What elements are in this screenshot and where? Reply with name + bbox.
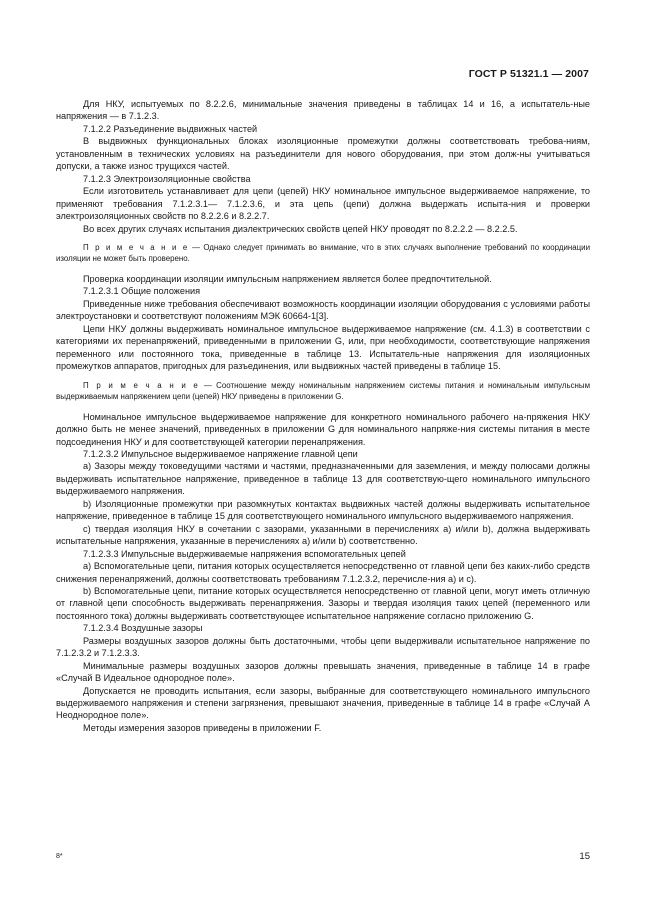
- paragraph: Если изготовитель устанавливает для цепи (цепей) НКУ номинальное импульсное выдерживаемое напряжение, то применяют требования 7.1.2.3.1— 7.1.2.3.6, и эта цепь (цепи) должна выдержать испыта-ния и проверки электроизоляционных свойств по 8.2.2.6 и 8.2.2.7.: [56, 186, 590, 222]
- document-body: [56, 98, 590, 734]
- note-text: — Соотношение между номинальным напряжением системы питания и номинальным импульсным выдерживаемым напряжением цепи (цепей) НКУ приведены в приложении G.: [56, 380, 590, 402]
- paragraph: b) Вспомогательные цепи, питание которых осуществляется непосредственно от главной цепи, могут иметь отличную от главной цепи способность выдерживать перенапряжения. Зазоры и твердая изоляция таких цепей (переменного или постоянного тока) должны выдерживать соответствующее испытательное напряжение согласно приложению G.: [56, 585, 590, 621]
- section-heading: 7.1.2.3.3 Импульсные выдерживаемые напряжения вспомогательных цепей: [83, 548, 406, 559]
- standard-designation: ГОСТ Р 51321.1 — 2007: [468, 68, 589, 80]
- paragraph: с) твердая изоляция НКУ в сочетании с зазорами, указанными в перечислениях а) и/или b), должна выдерживать испытательные напряжения, указанные в перечислениях а) и/или b) соответственно.: [56, 523, 590, 547]
- paragraph: Допускается не проводить испытания, если зазоры, выбранные для соответствующего номинального импульсного выдерживаемого напряжения и степени загрязнения, превышают значения, приведенные в таблице 14 в графе «Случай А Неоднородное поле».: [56, 685, 590, 721]
- paragraph: Во всех других случаях испытания диэлектрических свойств цепей НКУ проводят по 8.2.2.2 — 8.2.2.5.: [83, 223, 518, 234]
- section-heading: 7.1.2.3.2 Импульсное выдерживаемое напряжение главной цепи: [83, 448, 358, 459]
- note-text: — Однако следует принимать во внимание, что в этих случаях выполнение требований по координации изоляции не может быть проверено.: [56, 242, 590, 264]
- paragraph: Для НКУ, испытуемых по 8.2.2.6, минимальные значения приведены в таблицах 14 и 16, а испытатель-ные напряжения — в 7.1.2.3.: [56, 99, 590, 122]
- section-heading: 7.1.2.2 Разъединение выдвижных частей: [83, 123, 258, 134]
- note: [56, 380, 590, 403]
- paragraph: Проверка координации изоляции импульсным напряжением является более предпочтительной.: [83, 273, 492, 284]
- section-heading: 7.1.2.3.1 Общие положения: [83, 286, 201, 297]
- paragraph: В выдвижных функциональных блоках изоляционные промежутки должны соответствовать требова-ниям, установленным в технических условиях на разъединители для нового оборудования, при этом долж-ны учитываться допуски, а также износ трущихся частей.: [56, 136, 590, 172]
- note-label: П р и м е ч а н и е: [83, 380, 200, 390]
- note: [56, 242, 590, 265]
- page-number: 15: [579, 851, 590, 862]
- paragraph: а) Вспомогательные цепи, питания которых осуществляется непосредственно от главной цепи без каких-либо средств снижения перенапряжений, должны соответствовать требованиям 7.1.2.3.2, перечисле-ния а) и с).: [56, 561, 590, 584]
- section-heading: 7.1.2.3 Электроизоляционные свойства: [83, 173, 251, 184]
- paragraph: Методы измерения зазоров приведены в приложении F.: [83, 722, 322, 733]
- paragraph: Размеры воздушных зазоров должны быть достаточными, чтобы цепи выдерживали испытательное напряжение по 7.1.2.3.2 и 7.1.2.3.3.: [56, 635, 590, 659]
- paragraph: а) Зазоры между токоведущими частями и частями, предназначенными для заземления, и между полюсами должны выдерживать испытательное напряжение, приведенное в таблице 13 для соответствую-щего номинального импульсного выдерживаемого напряжения.: [56, 461, 590, 497]
- section-heading: 7.1.2.3.4 Воздушные зазоры: [83, 623, 203, 634]
- paragraph: b) Изоляционные промежутки при разомкнутых контактах выдвижных частей должны выдерживать испытательное напряжение, приведенное в таблице 15 для соответствующего номинального импульсного выдерживаемого напряжения.: [56, 498, 590, 522]
- paragraph: Цепи НКУ должны выдерживать номинальное импульсное выдерживаемое напряжение (см. 4.1.3) в соответствии с категориями их перенапряжений, приведенными в приложении G, или, при необходимости, соответствующие напряжения переменного или постоянного тока, приведенные в таблице 13. Испытатель-ные напряжения для изоляционных промежутков аппаратов, пригодных для разъединения, или выдвижных частей приведены в таблице 15.: [56, 323, 590, 372]
- paragraph: Номинальное импульсное выдерживаемое напряжение для конкретного номинального рабочего на-пряжения НКУ должно быть не менее значений, приведенных в приложении G для номинального напряже-ния системы питания в месте подсоединения НКУ и для соответствующей категории перенапряжения.: [56, 411, 590, 447]
- paragraph: Приведенные ниже требования обеспечивают возможность координации изоляции оборудования с условиями работы электроустановки и соответствуют положениям МЭК 60664-1[3].: [56, 298, 590, 322]
- paragraph: Минимальные размеры воздушных зазоров должны превышать значения, приведенные в таблице 14 в графе «Случай В Идеальное однородное поле».: [56, 660, 590, 684]
- sheet-mark: 8*: [56, 853, 63, 860]
- note-label: П р и м е ч а н и е: [83, 242, 189, 252]
